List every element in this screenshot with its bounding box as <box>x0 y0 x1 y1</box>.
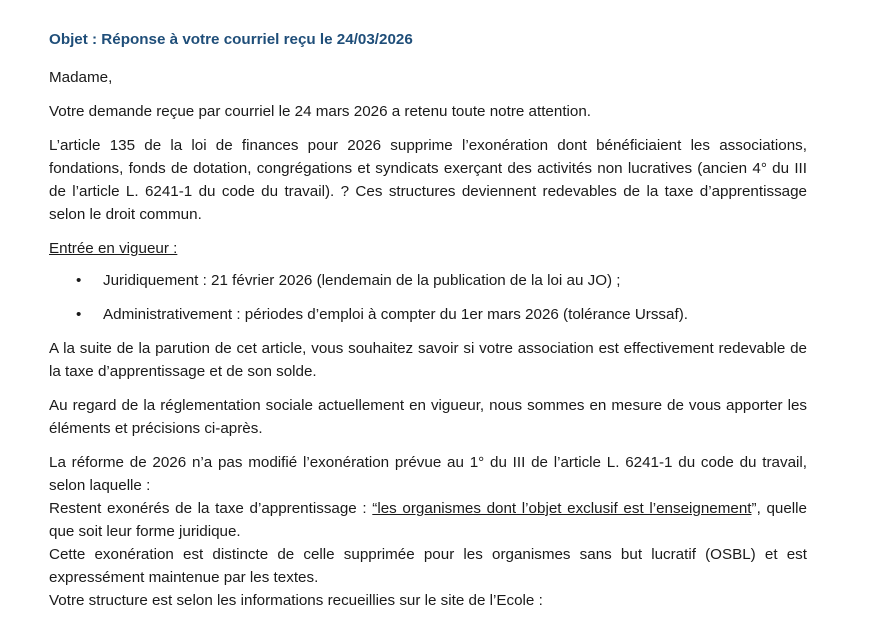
list-item-text: Administrativement : périodes d’emploi à compter du 1er mars 2026 (tolérance Urssaf). <box>103 306 688 323</box>
entry-into-force-heading: Entrée en vigueur : <box>49 240 178 257</box>
bullet-icon: • <box>76 306 82 323</box>
list-item <box>49 303 807 326</box>
entry-into-force-list <box>49 269 807 326</box>
paragraph-structure: Votre structure est selon les informations recueillies sur le site de l’Ecole : <box>49 592 543 609</box>
exemption-prefix: Restent exonérés de la taxe d’apprentissage : <box>49 500 373 517</box>
paragraph-request: Votre demande reçue par courriel le 24 mars 2026 a retenu toute notre attention. <box>49 103 592 120</box>
list-item-text: Juridiquement : 21 février 2026 (lendemain de la publication de la loi au JO) ; <box>103 272 621 289</box>
paragraph-distinct: Cette exonération est distincte de celle supprimée pour les organismes sans but lucratif (OSBL) et est expressément maintenue par les textes. <box>49 546 807 586</box>
bullet-icon: • <box>76 272 82 289</box>
list-item <box>49 269 807 292</box>
letter-body <box>49 28 807 612</box>
paragraph-reform: La réforme de 2026 n’a pas modifié l’exonération prévue au 1° du III de l’article L. 6241-1 du code du travail, selon laquelle : <box>49 454 807 494</box>
salutation: Madame, <box>49 69 113 86</box>
letter-subject: Objet : Réponse à votre courriel reçu le 24/03/2026 <box>49 31 413 48</box>
paragraph-question: A la suite de la parution de cet article, vous souhaitez savoir si votre association est effectivement redevable de la taxe d’apprentissage et de son solde. <box>49 340 807 380</box>
exemption-suffix: ”, quelle que soit leur forme juridique. <box>49 500 807 540</box>
paragraph-exemption <box>49 497 807 543</box>
paragraph-article-135: L’article 135 de la loi de finances pour 2026 supprime l’exonération dont bénéficiaient les associations, fondations, fonds de dotation, congrégations et syndicats exerçant des activités non lucratives (ancien 4° du III de l’article L. 6241-1 du code du travail). ? Ces structures deviennent redevables de la taxe d’apprentissage selon le droit commun. <box>49 137 807 223</box>
exemption-quote: “les organismes dont l’objet exclusif est l’enseignement <box>372 500 752 517</box>
paragraph-regulation: Au regard de la réglementation sociale actuellement en vigueur, nous sommes en mesure de vous apporter les éléments et précisions ci-après. <box>49 397 807 437</box>
